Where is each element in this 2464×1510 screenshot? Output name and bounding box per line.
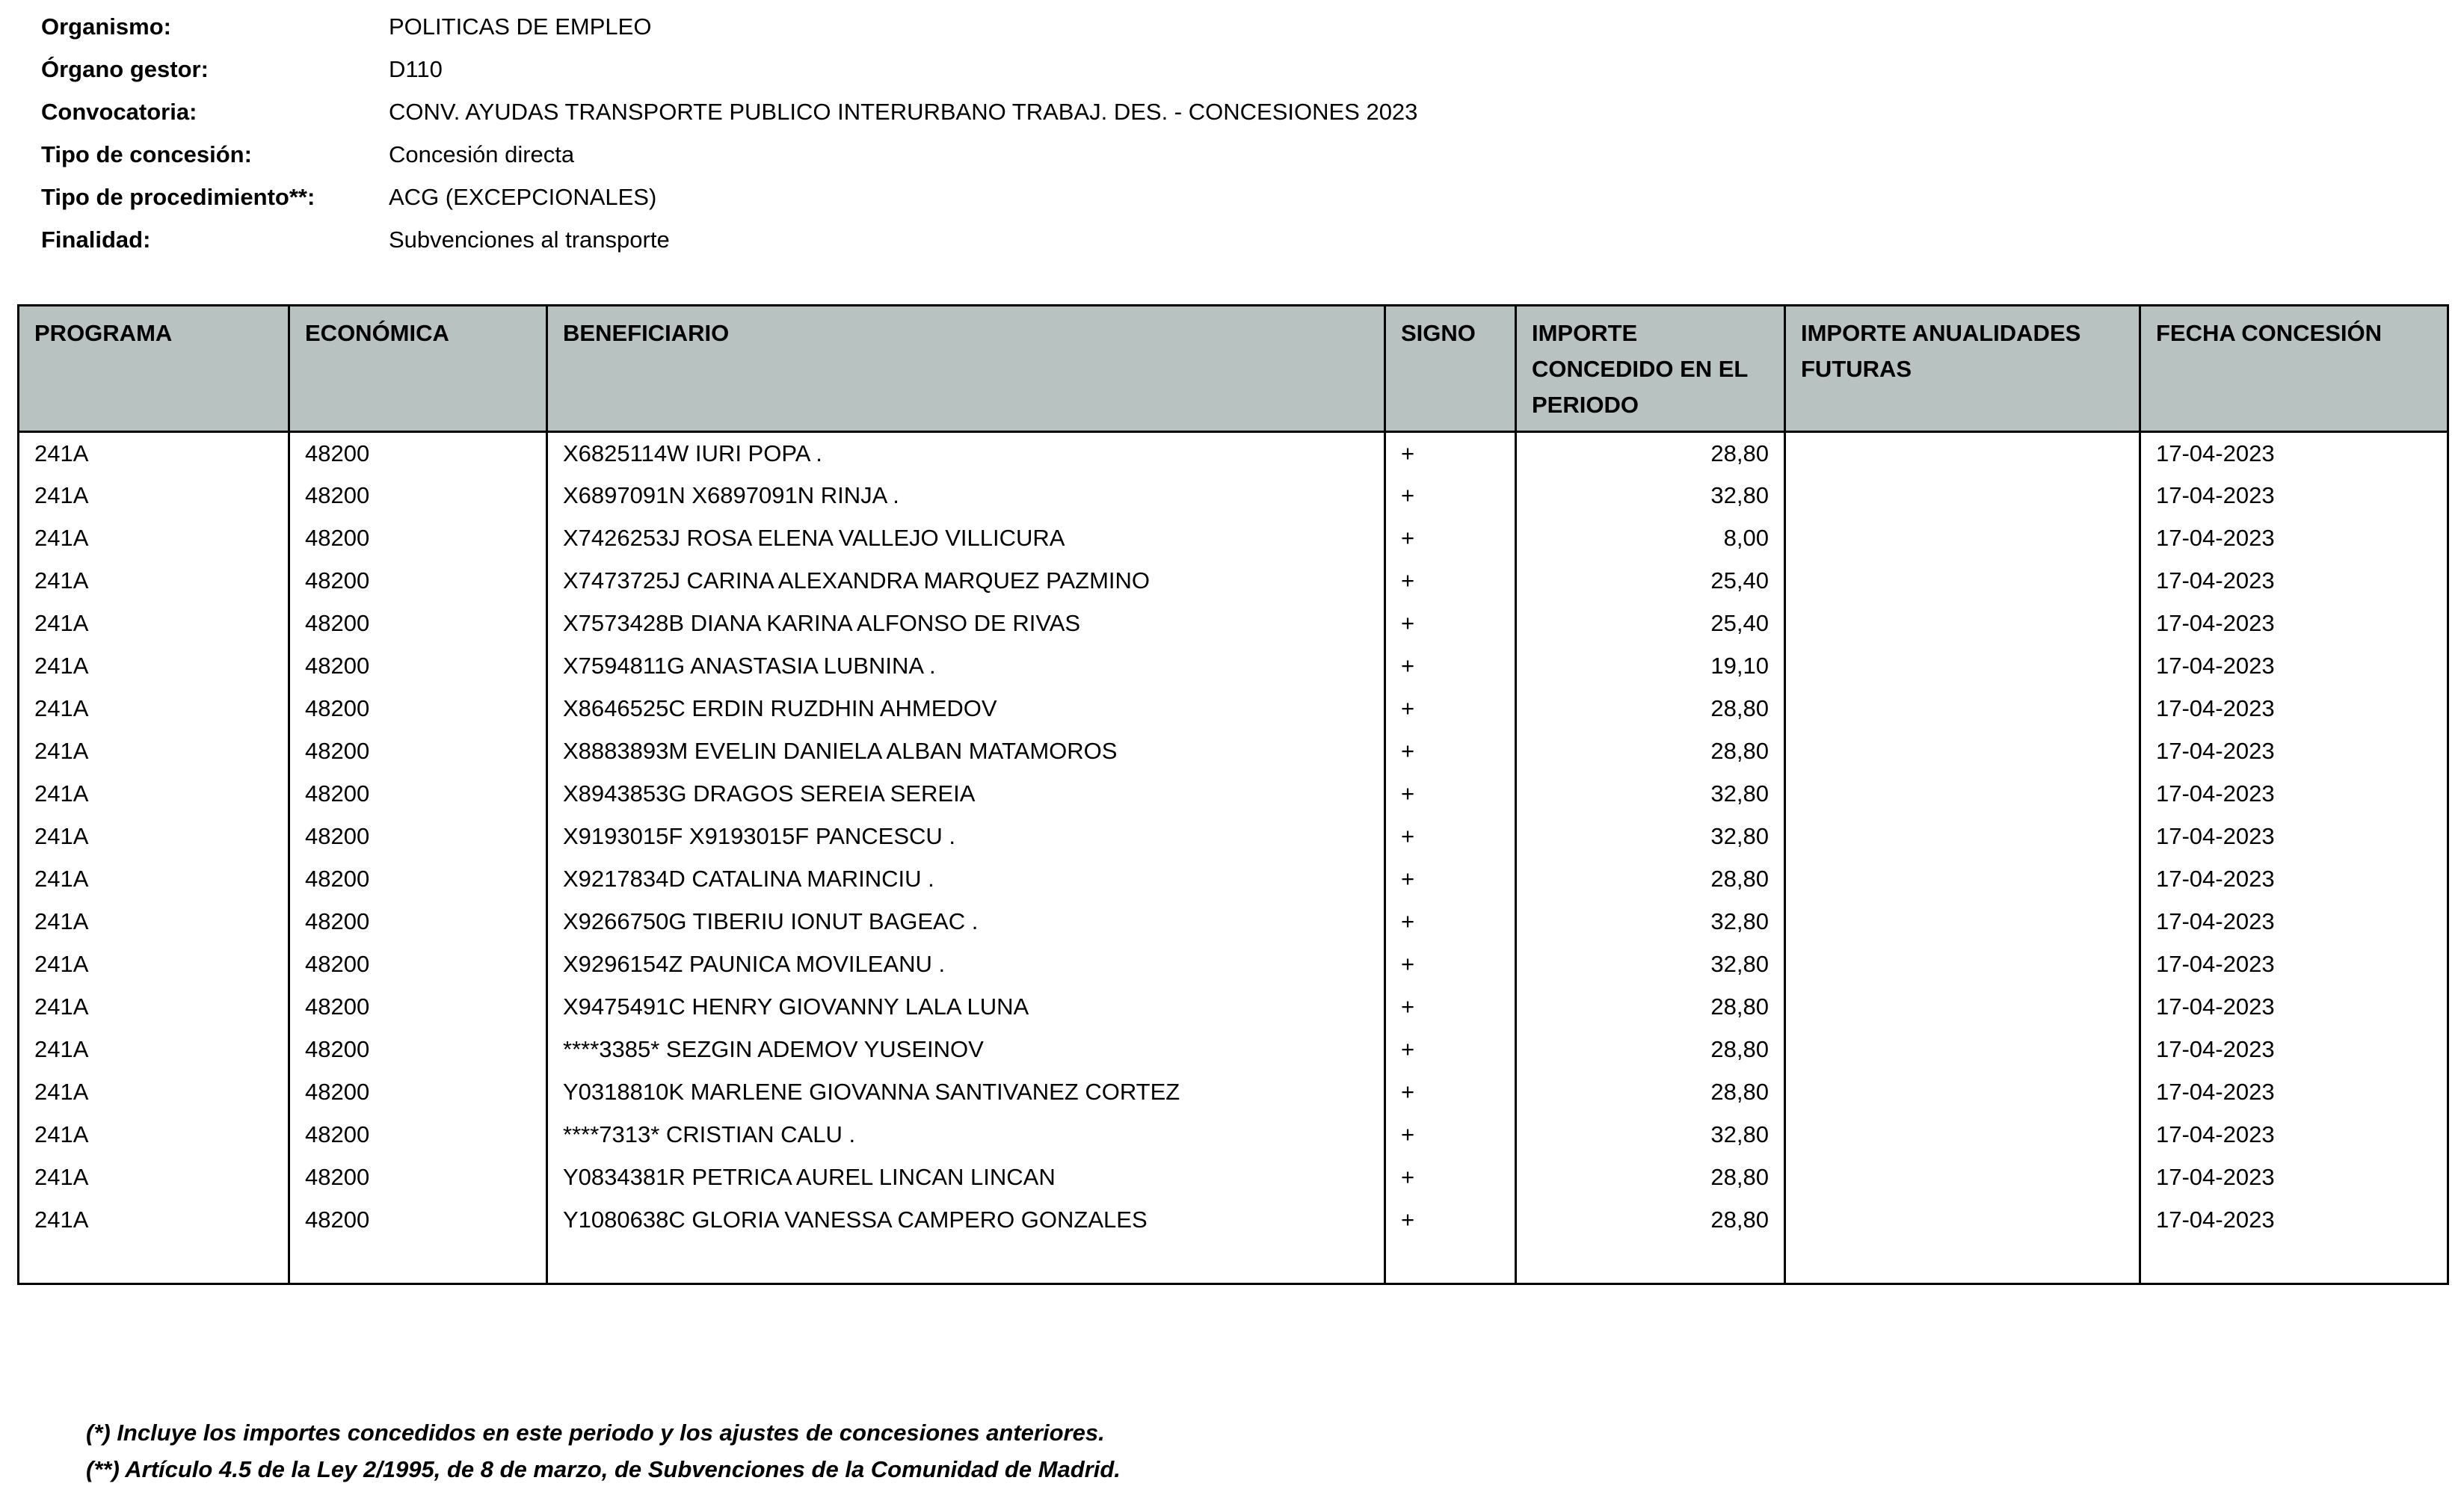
table-row xyxy=(19,773,2448,816)
cell-economica: 48200 xyxy=(289,773,547,816)
cell-importe-concedido: 28,80 xyxy=(1516,688,1785,730)
cell-fecha: 17-04-2023 xyxy=(2140,432,2448,475)
cell-signo: + xyxy=(1385,603,1516,645)
cell-programa: 241A xyxy=(19,432,289,475)
meta-value-tipo-procedimiento: ACG (EXCEPCIONALES) xyxy=(389,184,657,210)
cell-importe-anualidades xyxy=(1785,730,2140,773)
cell-importe-concedido: 28,80 xyxy=(1516,730,1785,773)
cell-beneficiario: Y0834381R PETRICA AUREL LINCAN LINCAN xyxy=(547,1156,1385,1199)
cell-importe-anualidades xyxy=(1785,475,2140,517)
cell-fecha: 17-04-2023 xyxy=(2140,517,2448,560)
cell-signo: + xyxy=(1385,1156,1516,1199)
cell-signo: + xyxy=(1385,1199,1516,1242)
meta-value-convocatoria: CONV. AYUDAS TRANSPORTE PUBLICO INTERURBANO TRABAJ. DES. - CONCESIONES 2023 xyxy=(389,99,1418,125)
cell-fecha: 17-04-2023 xyxy=(2140,943,2448,986)
cell-beneficiario: X8943853G DRAGOS SEREIA SEREIA xyxy=(547,773,1385,816)
cell-importe-concedido: 25,40 xyxy=(1516,560,1785,603)
cell-economica: 48200 xyxy=(289,943,547,986)
cell-empty xyxy=(547,1242,1385,1284)
cell-economica: 48200 xyxy=(289,1199,547,1242)
cell-programa: 241A xyxy=(19,645,289,688)
table-row xyxy=(19,517,2448,560)
cell-signo: + xyxy=(1385,688,1516,730)
cell-fecha: 17-04-2023 xyxy=(2140,773,2448,816)
cell-empty xyxy=(1385,1242,1516,1284)
cell-importe-concedido: 28,80 xyxy=(1516,1071,1785,1114)
cell-importe-concedido: 32,80 xyxy=(1516,943,1785,986)
cell-empty xyxy=(289,1242,547,1284)
table-row xyxy=(19,603,2448,645)
cell-importe-anualidades xyxy=(1785,603,2140,645)
cell-fecha: 17-04-2023 xyxy=(2140,603,2448,645)
cell-beneficiario: ****3385* SEZGIN ADEMOV YUSEINOV xyxy=(547,1029,1385,1071)
table-row xyxy=(19,432,2448,475)
cell-signo: + xyxy=(1385,560,1516,603)
cell-importe-concedido: 25,40 xyxy=(1516,603,1785,645)
cell-programa: 241A xyxy=(19,773,289,816)
cell-signo: + xyxy=(1385,901,1516,943)
cell-signo: + xyxy=(1385,1029,1516,1071)
meta-label-tipo-concesion: Tipo de concesión: xyxy=(41,141,252,167)
cell-programa: 241A xyxy=(19,730,289,773)
document-metadata xyxy=(0,0,2464,269)
column-header-fecha-concesion: FECHA CONCESIÓN xyxy=(2140,306,2448,432)
column-header-programa: PROGRAMA xyxy=(19,306,289,432)
column-header-signo: SIGNO xyxy=(1385,306,1516,432)
cell-fecha: 17-04-2023 xyxy=(2140,645,2448,688)
table-row xyxy=(19,943,2448,986)
table-row xyxy=(19,858,2448,901)
cell-signo: + xyxy=(1385,645,1516,688)
table-row xyxy=(19,645,2448,688)
cell-importe-concedido: 28,80 xyxy=(1516,1199,1785,1242)
cell-beneficiario: X7573428B DIANA KARINA ALFONSO DE RIVAS xyxy=(547,603,1385,645)
grants-table xyxy=(17,304,2449,1285)
cell-fecha: 17-04-2023 xyxy=(2140,901,2448,943)
cell-importe-concedido: 28,80 xyxy=(1516,1029,1785,1071)
cell-economica: 48200 xyxy=(289,816,547,858)
cell-fecha: 17-04-2023 xyxy=(2140,858,2448,901)
table-row xyxy=(19,1199,2448,1242)
cell-signo: + xyxy=(1385,816,1516,858)
table-row xyxy=(19,901,2448,943)
cell-importe-concedido: 28,80 xyxy=(1516,432,1785,475)
column-header-economica: ECONÓMICA xyxy=(289,306,547,432)
cell-programa: 241A xyxy=(19,688,289,730)
cell-programa: 241A xyxy=(19,1114,289,1156)
cell-economica: 48200 xyxy=(289,858,547,901)
cell-importe-concedido: 32,80 xyxy=(1516,773,1785,816)
meta-label-organo-gestor: Órgano gestor: xyxy=(41,56,209,82)
cell-beneficiario: X9266750G TIBERIU IONUT BAGEAC . xyxy=(547,901,1385,943)
cell-programa: 241A xyxy=(19,1071,289,1114)
cell-signo: + xyxy=(1385,475,1516,517)
cell-economica: 48200 xyxy=(289,645,547,688)
cell-importe-anualidades xyxy=(1785,517,2140,560)
cell-importe-concedido: 28,80 xyxy=(1516,858,1785,901)
cell-importe-anualidades xyxy=(1785,901,2140,943)
cell-fecha: 17-04-2023 xyxy=(2140,1156,2448,1199)
cell-signo: + xyxy=(1385,517,1516,560)
column-header-importe-concedido: IMPORTE CONCEDIDO EN EL PERIODO xyxy=(1516,306,1785,432)
cell-beneficiario: X9193015F X9193015F PANCESCU . xyxy=(547,816,1385,858)
cell-importe-concedido: 28,80 xyxy=(1516,1156,1785,1199)
meta-value-organismo: POLITICAS DE EMPLEO xyxy=(389,13,652,40)
cell-importe-anualidades xyxy=(1785,688,2140,730)
cell-signo: + xyxy=(1385,1071,1516,1114)
cell-programa: 241A xyxy=(19,517,289,560)
cell-fecha: 17-04-2023 xyxy=(2140,986,2448,1029)
cell-programa: 241A xyxy=(19,901,289,943)
cell-programa: 241A xyxy=(19,603,289,645)
cell-beneficiario: X6825114W IURI POPA . xyxy=(547,432,1385,475)
cell-signo: + xyxy=(1385,730,1516,773)
table-row xyxy=(19,475,2448,517)
cell-importe-anualidades xyxy=(1785,1114,2140,1156)
table-row xyxy=(19,1156,2448,1199)
footnotes xyxy=(86,1414,1121,1488)
cell-economica: 48200 xyxy=(289,1029,547,1071)
table-header-row xyxy=(19,306,2448,432)
cell-importe-concedido: 32,80 xyxy=(1516,475,1785,517)
footnote-articulo: (**) Artículo 4.5 de la Ley 2/1995, de 8 de marzo, de Subvenciones de la Comunidad de Madrid. xyxy=(86,1456,1121,1482)
cell-beneficiario: X7473725J CARINA ALEXANDRA MARQUEZ PAZMINO xyxy=(547,560,1385,603)
cell-importe-concedido: 32,80 xyxy=(1516,901,1785,943)
cell-programa: 241A xyxy=(19,1029,289,1071)
cell-empty xyxy=(1516,1242,1785,1284)
cell-beneficiario: X9296154Z PAUNICA MOVILEANU . xyxy=(547,943,1385,986)
cell-programa: 241A xyxy=(19,816,289,858)
cell-importe-anualidades xyxy=(1785,1071,2140,1114)
table-row xyxy=(19,1114,2448,1156)
meta-value-organo-gestor: D110 xyxy=(389,56,443,82)
cell-economica: 48200 xyxy=(289,1071,547,1114)
cell-programa: 241A xyxy=(19,986,289,1029)
table-row xyxy=(19,1029,2448,1071)
cell-beneficiario: ****7313* CRISTIAN CALU . xyxy=(547,1114,1385,1156)
meta-row-tipo-concesion xyxy=(41,141,2464,184)
table-row xyxy=(19,730,2448,773)
cell-economica: 48200 xyxy=(289,517,547,560)
cell-importe-anualidades xyxy=(1785,816,2140,858)
meta-row-tipo-procedimiento xyxy=(41,184,2464,226)
table-row xyxy=(19,986,2448,1029)
cell-importe-anualidades xyxy=(1785,432,2140,475)
cell-economica: 48200 xyxy=(289,560,547,603)
cell-importe-concedido: 28,80 xyxy=(1516,986,1785,1029)
cell-signo: + xyxy=(1385,432,1516,475)
cell-economica: 48200 xyxy=(289,688,547,730)
cell-importe-concedido: 32,80 xyxy=(1516,1114,1785,1156)
cell-economica: 48200 xyxy=(289,475,547,517)
table-row xyxy=(19,560,2448,603)
cell-empty xyxy=(1785,1242,2140,1284)
column-header-beneficiario: BENEFICIARIO xyxy=(547,306,1385,432)
cell-economica: 48200 xyxy=(289,901,547,943)
meta-row-organo-gestor xyxy=(41,56,2464,99)
cell-beneficiario: Y1080638C GLORIA VANESSA CAMPERO GONZALES xyxy=(547,1199,1385,1242)
cell-importe-anualidades xyxy=(1785,986,2140,1029)
cell-beneficiario: X7426253J ROSA ELENA VALLEJO VILLICURA xyxy=(547,517,1385,560)
cell-fecha: 17-04-2023 xyxy=(2140,1071,2448,1114)
cell-economica: 48200 xyxy=(289,603,547,645)
cell-importe-concedido: 32,80 xyxy=(1516,816,1785,858)
cell-economica: 48200 xyxy=(289,986,547,1029)
cell-importe-anualidades xyxy=(1785,645,2140,688)
table-row xyxy=(19,816,2448,858)
cell-fecha: 17-04-2023 xyxy=(2140,475,2448,517)
cell-beneficiario: X6897091N X6897091N RINJA . xyxy=(547,475,1385,517)
meta-row-convocatoria xyxy=(41,99,2464,141)
cell-importe-concedido: 19,10 xyxy=(1516,645,1785,688)
cell-importe-anualidades xyxy=(1785,1156,2140,1199)
cell-importe-anualidades xyxy=(1785,560,2140,603)
cell-beneficiario: Y0318810K MARLENE GIOVANNA SANTIVANEZ CORTEZ xyxy=(547,1071,1385,1114)
cell-importe-anualidades xyxy=(1785,1199,2140,1242)
cell-fecha: 17-04-2023 xyxy=(2140,688,2448,730)
table-row xyxy=(19,1071,2448,1114)
cell-signo: + xyxy=(1385,858,1516,901)
cell-economica: 48200 xyxy=(289,730,547,773)
cell-empty xyxy=(19,1242,289,1284)
cell-fecha: 17-04-2023 xyxy=(2140,1029,2448,1071)
cell-fecha: 17-04-2023 xyxy=(2140,560,2448,603)
cell-beneficiario: X8646525C ERDIN RUZDHIN AHMEDOV xyxy=(547,688,1385,730)
cell-economica: 48200 xyxy=(289,1156,547,1199)
cell-signo: + xyxy=(1385,773,1516,816)
cell-signo: + xyxy=(1385,943,1516,986)
cell-importe-concedido: 8,00 xyxy=(1516,517,1785,560)
cell-programa: 241A xyxy=(19,1156,289,1199)
meta-value-tipo-concesion: Concesión directa xyxy=(389,141,575,167)
cell-importe-anualidades xyxy=(1785,858,2140,901)
cell-beneficiario: X9475491C HENRY GIOVANNY LALA LUNA xyxy=(547,986,1385,1029)
cell-signo: + xyxy=(1385,1114,1516,1156)
cell-signo: + xyxy=(1385,986,1516,1029)
cell-importe-anualidades xyxy=(1785,1029,2140,1071)
cell-fecha: 17-04-2023 xyxy=(2140,816,2448,858)
table-row xyxy=(19,688,2448,730)
cell-fecha: 17-04-2023 xyxy=(2140,1199,2448,1242)
table-body xyxy=(19,432,2448,1284)
cell-fecha: 17-04-2023 xyxy=(2140,730,2448,773)
cell-programa: 241A xyxy=(19,560,289,603)
cell-beneficiario: X8883893M EVELIN DANIELA ALBAN MATAMOROS xyxy=(547,730,1385,773)
cell-fecha: 17-04-2023 xyxy=(2140,1114,2448,1156)
cell-programa: 241A xyxy=(19,1199,289,1242)
table-header xyxy=(19,306,2448,432)
meta-label-tipo-procedimiento: Tipo de procedimiento**: xyxy=(41,184,315,210)
cell-importe-anualidades xyxy=(1785,943,2140,986)
meta-label-organismo: Organismo: xyxy=(41,13,171,40)
cell-programa: 241A xyxy=(19,475,289,517)
meta-row-organismo xyxy=(41,13,2464,56)
footnote-periodo: (*) Incluye los importes concedidos en este periodo y los ajustes de concesiones anteriores. xyxy=(86,1420,1105,1446)
cell-beneficiario: X9217834D CATALINA MARINCIU . xyxy=(547,858,1385,901)
meta-row-finalidad xyxy=(41,226,2464,269)
cell-beneficiario: X7594811G ANASTASIA LUBNINA . xyxy=(547,645,1385,688)
meta-value-finalidad: Subvenciones al transporte xyxy=(389,226,670,253)
cell-programa: 241A xyxy=(19,858,289,901)
meta-label-finalidad: Finalidad: xyxy=(41,226,151,253)
column-header-importe-anualidades: IMPORTE ANUALIDADES FUTURAS xyxy=(1785,306,2140,432)
cell-economica: 48200 xyxy=(289,1114,547,1156)
cell-programa: 241A xyxy=(19,943,289,986)
cell-economica: 48200 xyxy=(289,432,547,475)
table-spacer-row xyxy=(19,1242,2448,1284)
cell-importe-anualidades xyxy=(1785,773,2140,816)
cell-empty xyxy=(2140,1242,2448,1284)
meta-label-convocatoria: Convocatoria: xyxy=(41,99,197,125)
